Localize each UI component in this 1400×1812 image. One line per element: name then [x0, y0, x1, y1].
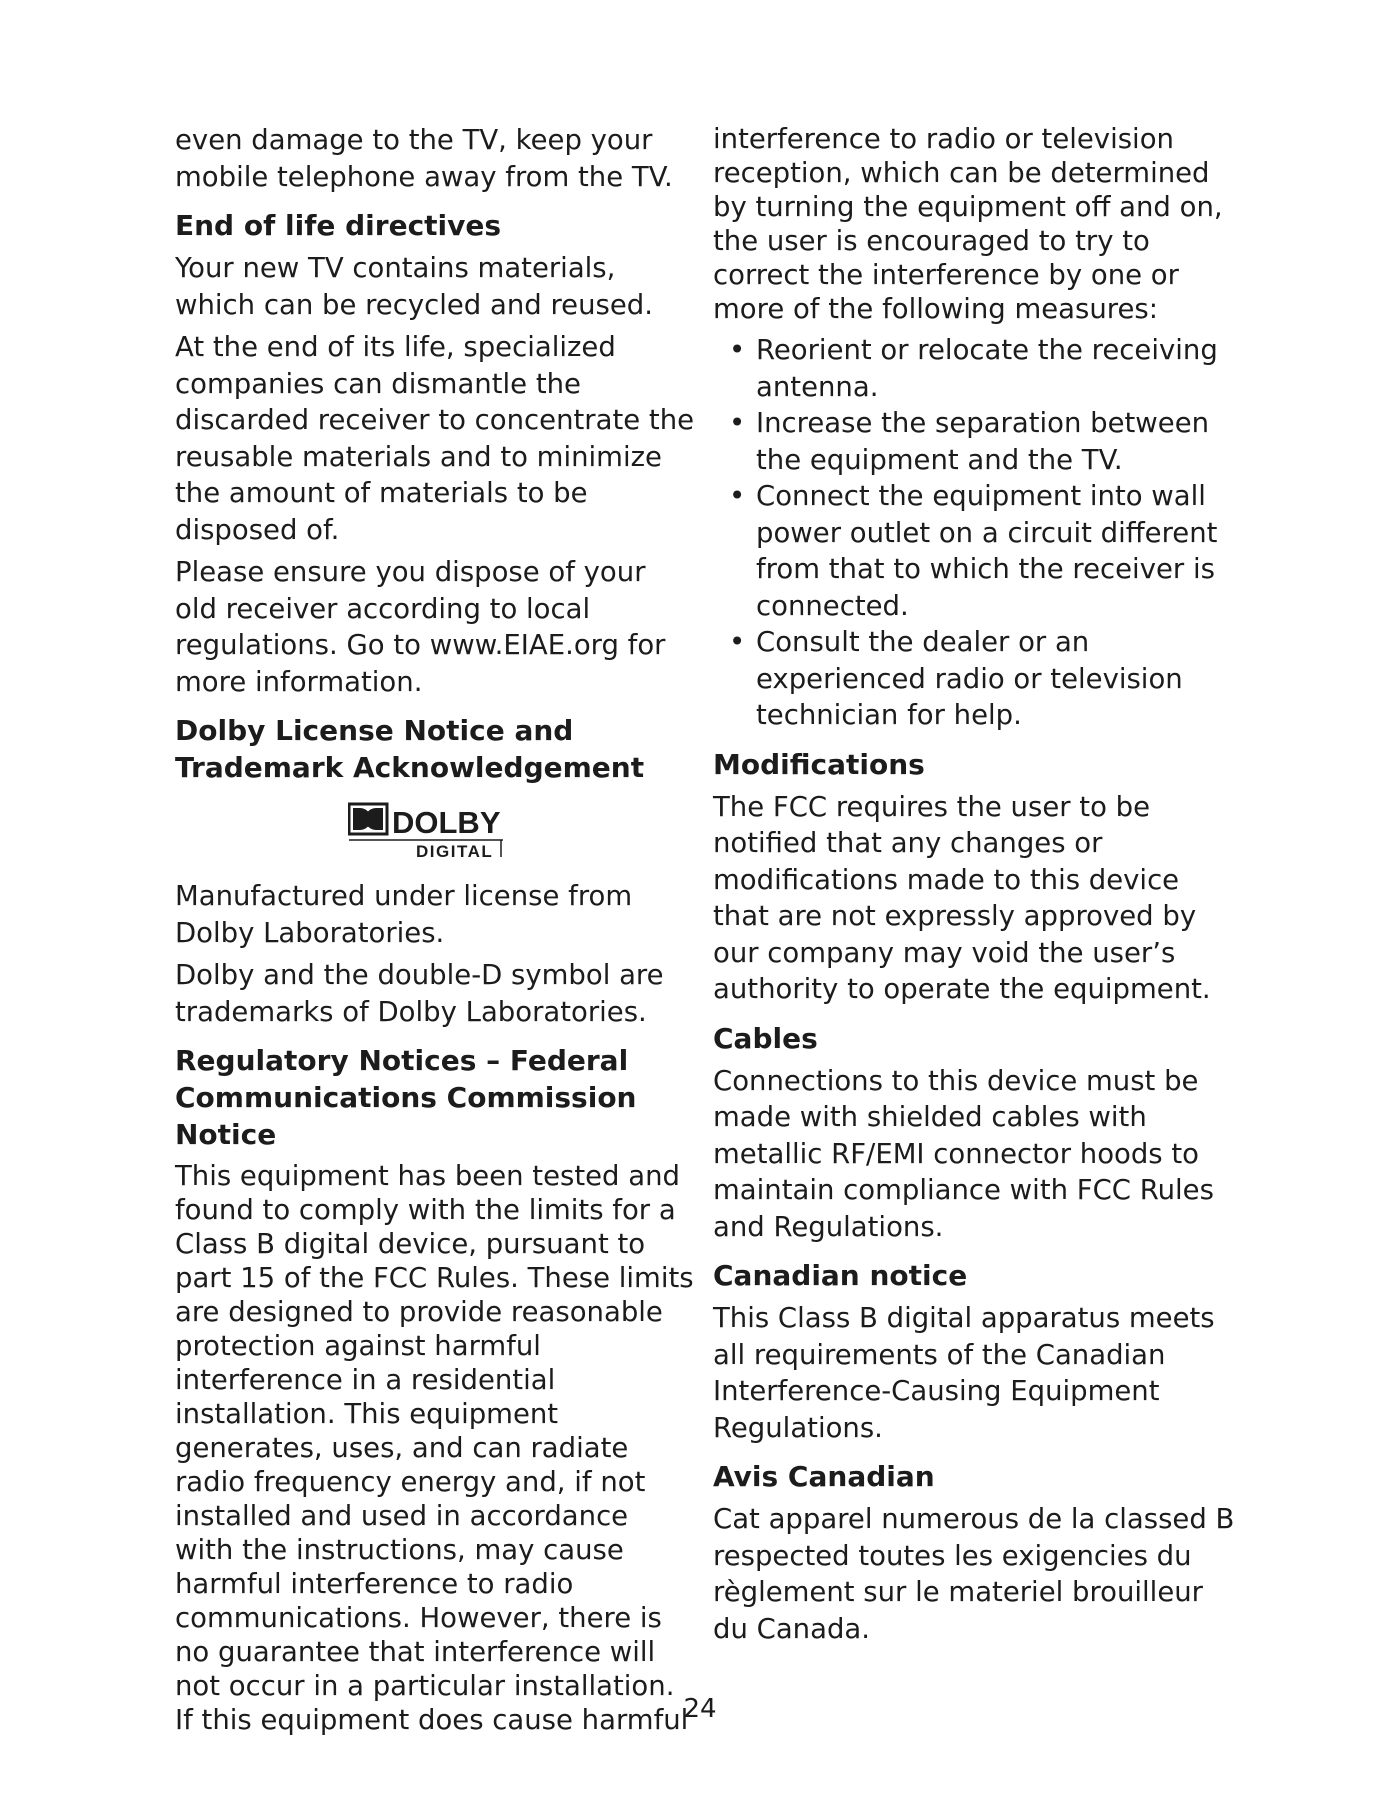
avis-canadian-paragraph: Cat apparel numerous de la classed B respected toutes les exigencies du règlement sur le materiel brouilleur du Canada.	[713, 1503, 1235, 1645]
modifications-paragraph: The FCC requires the user to be notified that any changes or modifications made to this device that are not expressly approved by our company may void the user’s authority to operate the equipment.	[713, 790, 1211, 1005]
bullet-icon: •	[729, 334, 746, 366]
canadian-notice-heading: Canadian notice	[713, 1259, 968, 1292]
cables-heading: Cables	[713, 1021, 818, 1055]
list-item: • Increase the separation between the equipment and the TV.	[729, 407, 1210, 476]
fcc-continued-paragraph: interference to radio or television reception, which can be determined by turning the equipment off and on, the user is encouraged to try to correct the interference by one or more of the following measures:	[713, 123, 1223, 325]
left-column	[175, 122, 695, 1737]
list-item: • Consult the dealer or an experienced radio or television technician for help.	[729, 626, 1183, 731]
fcc-paragraph: This equipment has been tested and found to comply with the limits for a Class B digital device, pursuant to part 15 of the FCC Rules. These limits are designed to provide reasonable protection against harmful interference in a residential installation. This equipment generates, uses, and can radiate radio frequency energy and, if not installed and used in accordance with the instructions, may cause harmful interference to radio communications. However, there is no guarantee that interference will not occur in a particular installation. If this equipment does cause harmful	[175, 1160, 694, 1736]
end-of-life-paragraph-3: Please ensure you dispose of your old receiver according to local regulations. Go to www.EIAE.org for more information.	[175, 556, 666, 698]
bullet-icon: •	[729, 407, 746, 439]
dolby-double-d-icon	[348, 802, 506, 858]
right-column	[713, 122, 1238, 1647]
dolby-digital-subtext: DIGITAL	[416, 842, 494, 858]
end-of-life-heading: End of life directives	[175, 209, 502, 242]
page-number: 24	[683, 1694, 717, 1724]
dolby-paragraph-1: Manufactured under license from Dolby Laboratories.	[175, 880, 633, 949]
dolby-digital-logo	[348, 802, 506, 858]
interference-measures-list	[713, 332, 1238, 734]
list-item: • Connect the equipment into wall power outlet on a circuit different from that to which the receiver is connected.	[729, 480, 1218, 622]
cables-paragraph: Connections to this device must be made with shielded cables with metallic RF/EMI connector hoods to maintain compliance with FCC Rules and Regulations.	[713, 1064, 1214, 1243]
dolby-heading: Dolby License Notice and Trademark Acknowledgement	[175, 714, 645, 784]
end-of-life-paragraph-1: Your new TV contains materials, which can be recycled and reused.	[175, 252, 653, 321]
dolby-paragraph-2: Dolby and the double-D symbol are trademarks of Dolby Laboratories.	[175, 959, 664, 1028]
fcc-heading: Regulatory Notices – Federal Communications Commission Notice	[175, 1044, 637, 1151]
dolby-wordmark: DOLBY	[392, 805, 501, 840]
end-of-life-paragraph-2: At the end of its life, specialized companies can dismantle the discarded receiver to concentrate the reusable materials and to minimize the amount of materials to be disposed of.	[175, 331, 695, 546]
bullet-icon: •	[729, 626, 746, 658]
avis-canadian-heading: Avis Canadian	[713, 1460, 935, 1493]
list-item: • Reorient or relocate the receiving antenna.	[729, 334, 1218, 403]
intro-paragraph: even damage to the TV, keep your mobile telephone away from the TV.	[175, 124, 673, 193]
canadian-notice-paragraph: This Class B digital apparatus meets all requirements of the Canadian Interference-Causing Equipment Regulations.	[713, 1302, 1215, 1444]
modifications-heading: Modifications	[713, 747, 925, 781]
bullet-icon: •	[729, 480, 746, 512]
